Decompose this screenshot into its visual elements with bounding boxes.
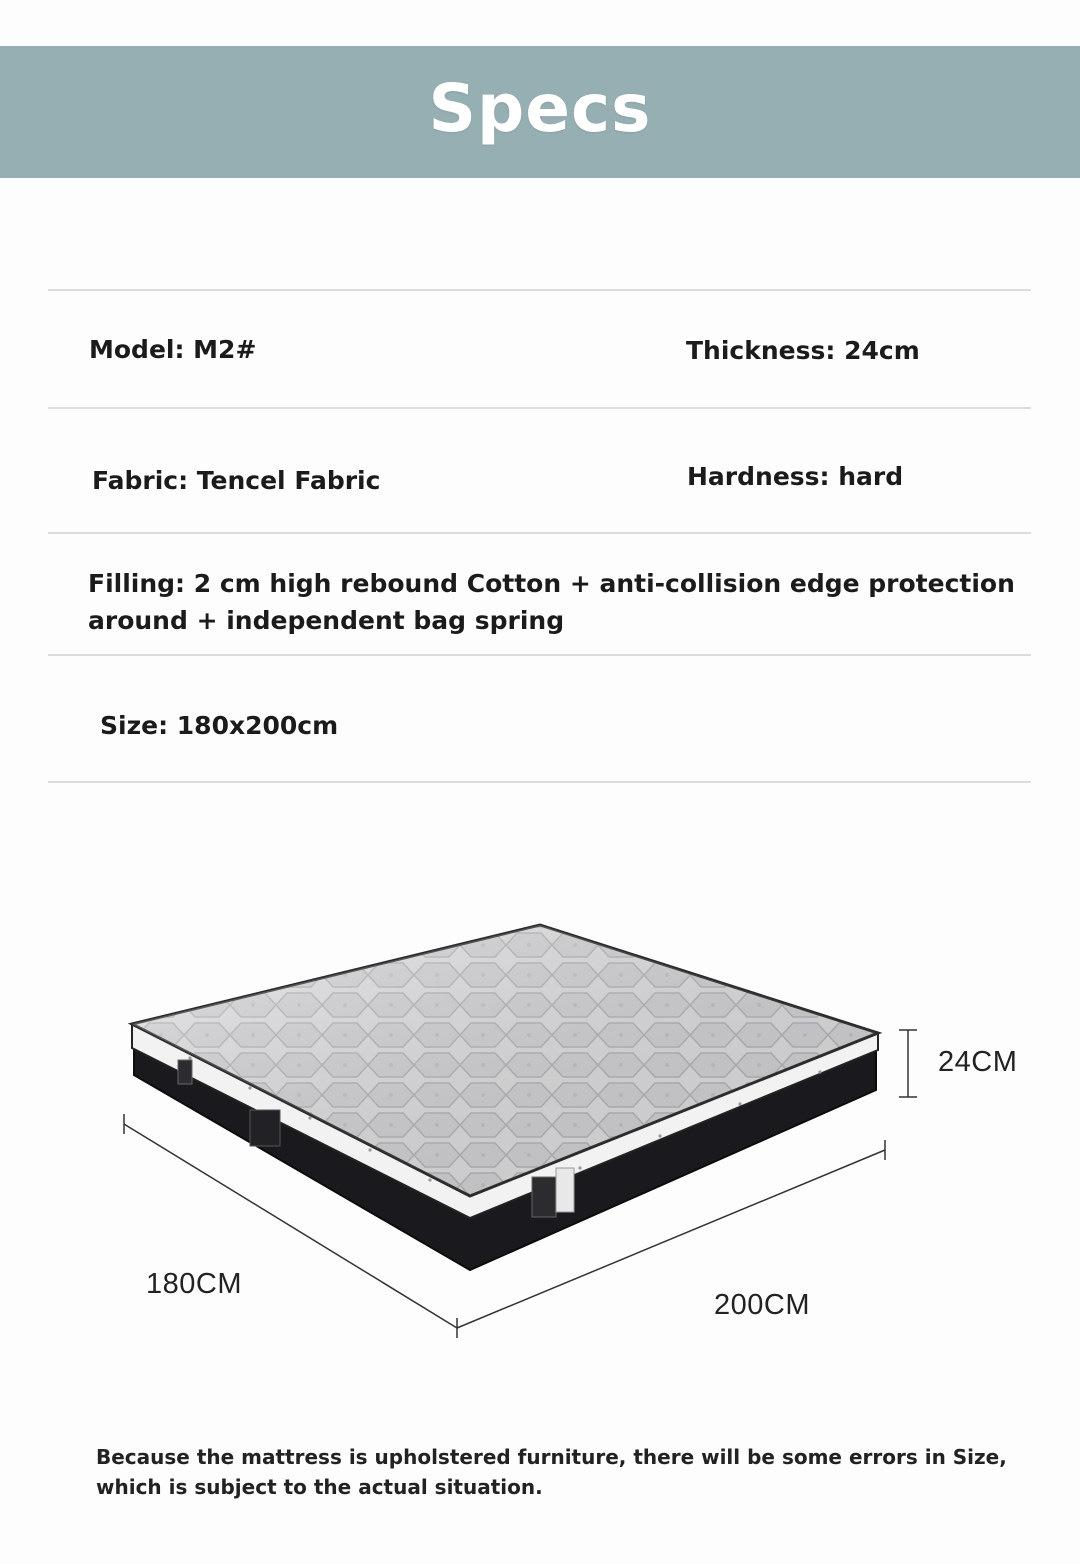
spec-hardness: Hardness: hard xyxy=(687,462,904,491)
width-dimension-label: 180CM xyxy=(146,1268,242,1300)
spec-model: Model: M2# xyxy=(89,335,257,364)
height-dimension-line xyxy=(899,1030,917,1097)
spec-size: Size: 180x200cm xyxy=(100,711,339,740)
height-dimension-label: 24CM xyxy=(938,1046,1018,1078)
length-dimension-label: 200CM xyxy=(714,1289,810,1321)
divider xyxy=(48,289,1031,291)
size-disclaimer: Because the mattress is upholstered furniture, there will be some errors in Size, which is subject to the actual situation. xyxy=(96,1445,1007,1499)
spec-fabric: Fabric: Tencel Fabric xyxy=(92,466,381,495)
page-title: Specs xyxy=(428,70,652,147)
divider xyxy=(48,532,1031,534)
divider xyxy=(48,781,1031,783)
divider xyxy=(48,654,1031,656)
divider xyxy=(48,407,1031,409)
spec-thickness: Thickness: 24cm xyxy=(686,336,920,365)
spec-filling: Filling: 2 cm high rebound Cotton + anti-collision edge protection around + independent bag spring xyxy=(88,569,1015,635)
